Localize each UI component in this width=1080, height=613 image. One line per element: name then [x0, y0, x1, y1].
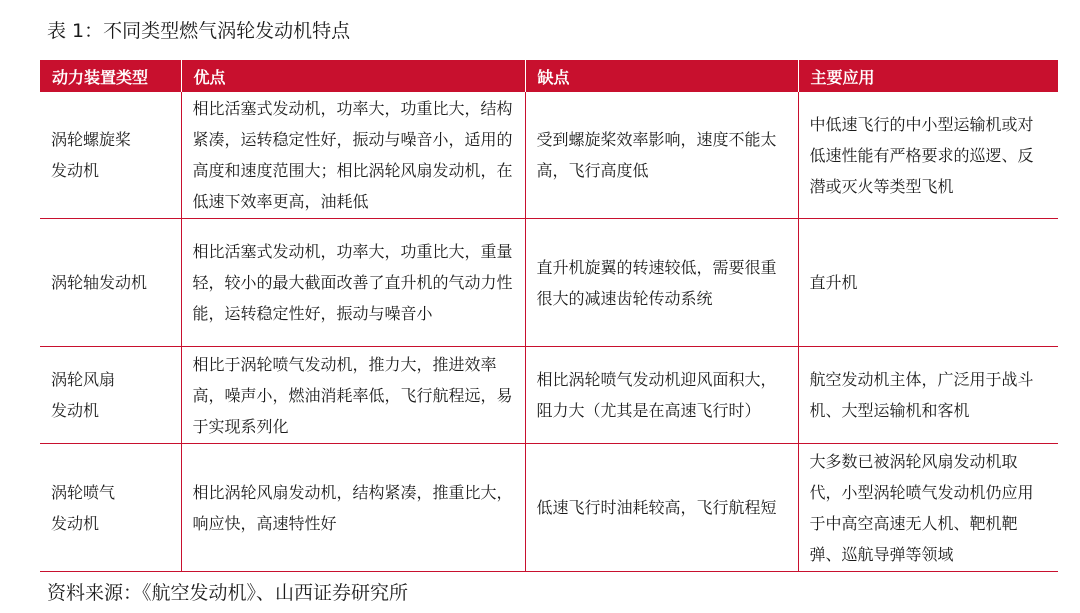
cell-cons: 相比涡轮喷气发动机迎风面积大，阻力大（尤其是在高速飞行时）	[525, 347, 798, 444]
cell-cons: 直升机旋翼的转速较低，需要很重很大的减速齿轮传动系统	[525, 219, 798, 347]
cell-pros: 相比活塞式发动机，功率大，功重比大，结构紧凑，运转稳定性好，振动与噪音小，适用的高度和速度范围大；相比涡轮风扇发动机，在低速下效率更高，油耗低	[181, 92, 525, 219]
cell-cons: 低速飞行时油耗较高，飞行航程短	[525, 444, 798, 572]
engine-comparison-table	[40, 60, 1058, 572]
source-note: 资料来源：《航空发动机》、山西证券研究所	[47, 582, 409, 604]
cell-applications: 直升机	[798, 219, 1058, 347]
type-line: 发动机	[51, 513, 100, 533]
type-line: 发动机	[51, 161, 100, 180]
cell-cons: 受到螺旋桨效率影响，速度不能太高，飞行高度低	[525, 92, 798, 219]
table-row	[40, 219, 1058, 347]
header-cons: 缺点	[525, 60, 798, 92]
cell-applications: 大多数已被涡轮风扇发动机取代，小型涡轮喷气发动机仍应用于中高空高速无人机、靶机靶弹、巡航导弹等领域	[798, 444, 1058, 572]
type-line: 涡轮螺旋桨	[51, 130, 132, 149]
cell-pros: 相比涡轮风扇发动机，结构紧凑，推重比大，响应快，高速特性好	[181, 444, 525, 572]
cell-type	[40, 92, 181, 219]
cell-pros: 相比于涡轮喷气发动机，推力大，推进效率高，噪声小，燃油消耗率低，飞行航程远，易于实现系列化	[181, 347, 525, 444]
cell-pros: 相比活塞式发动机，功率大，功重比大，重量轻，较小的最大截面改善了直升机的气动力性能，运转稳定性好，振动与噪音小	[181, 219, 525, 347]
type-line: 发动机	[51, 401, 100, 420]
type-line: 涡轮喷气	[51, 482, 116, 502]
cell-type	[40, 219, 181, 347]
table-row	[40, 92, 1058, 219]
type-line: 涡轮风扇	[51, 370, 116, 389]
table-row	[40, 444, 1058, 572]
header-pros: 优点	[181, 60, 525, 92]
type-line: 涡轮轴发动机	[51, 273, 148, 292]
table-caption: 表 1：不同类型燃气涡轮发动机特点	[47, 20, 351, 42]
header-type: 动力装置类型	[40, 60, 181, 92]
header-applications: 主要应用	[798, 60, 1058, 92]
table-header-row	[40, 60, 1058, 92]
cell-type	[40, 347, 181, 444]
cell-applications: 航空发动机主体，广泛用于战斗机、大型运输机和客机	[798, 347, 1058, 444]
cell-applications: 中低速飞行的中小型运输机或对低速性能有严格要求的巡逻、反潜或灭火等类型飞机	[798, 92, 1058, 219]
cell-type	[40, 444, 181, 572]
table-row	[40, 347, 1058, 444]
